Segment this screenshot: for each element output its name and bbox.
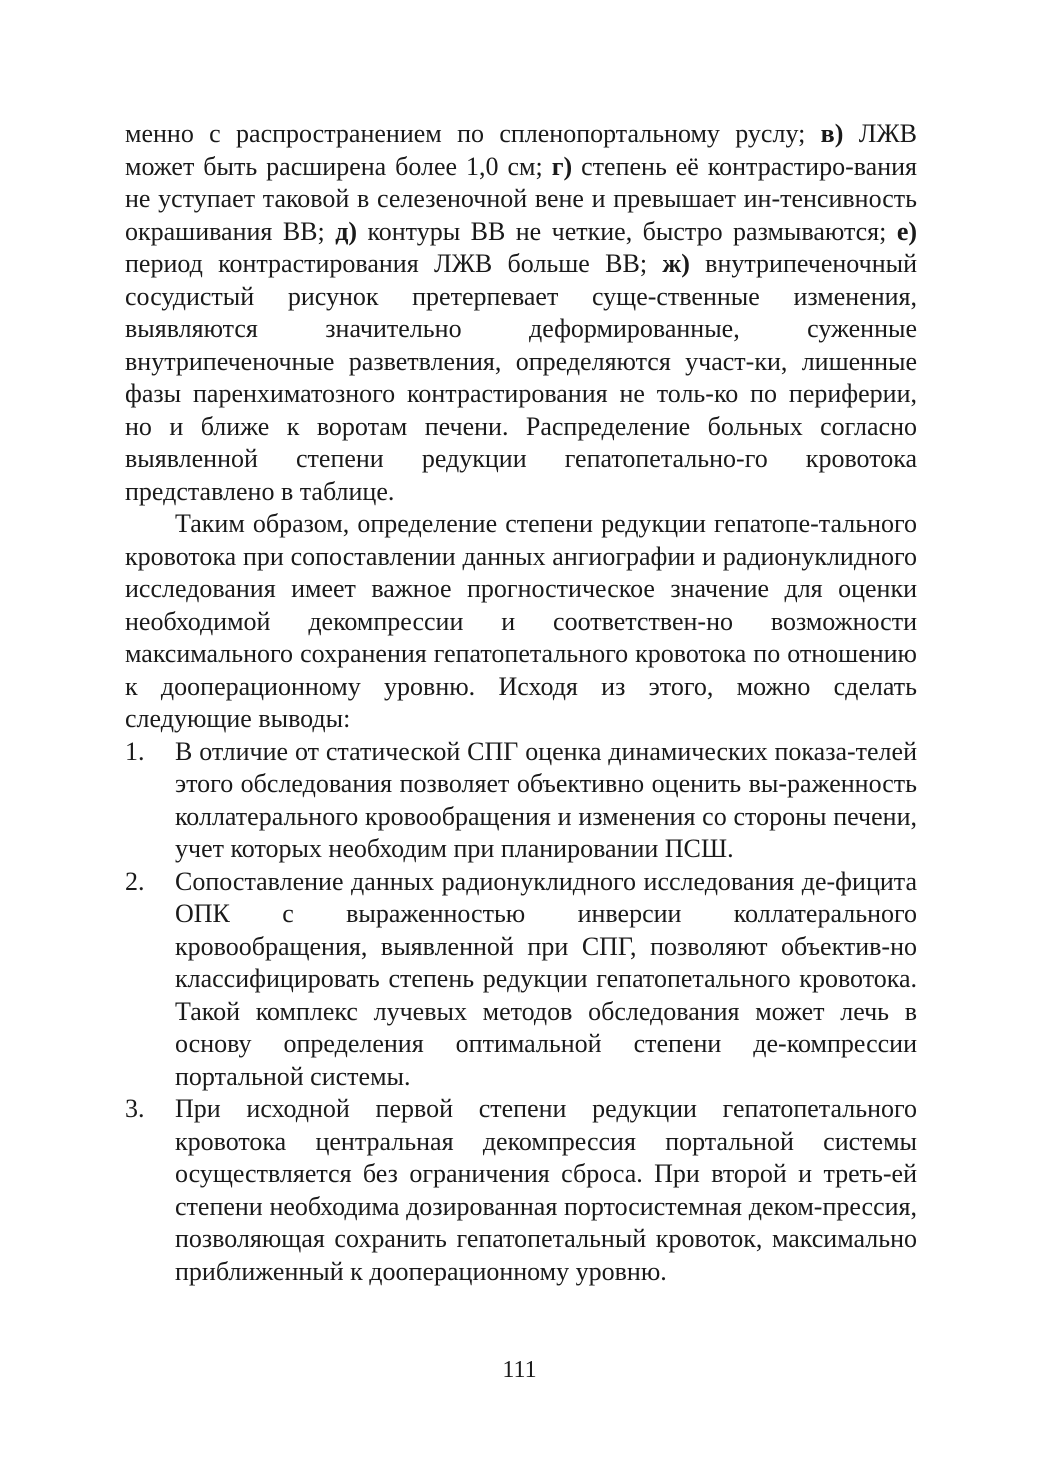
list-item <box>125 866 917 1094</box>
list-item <box>125 1093 917 1288</box>
text-run: контуры ВВ не четкие, быстро размываются; <box>357 216 897 246</box>
text-run: менно с распространением по спленопортальному руслу; <box>125 119 821 148</box>
text-run: степень её контрастиро-вания не уступает таковой в селезеночной вене и превышает ин-тенсивность окрашивания ВВ; <box>125 151 917 246</box>
text-run: внутрипеченочный сосудистый рисунок претерпевает суще-ственные изменения, выявляются значительно деформированные, суженные внутрипеченочные разветвления, определяются участ-ки, лишенные фазы паренхиматозного контрастирования не толь-ко по периферии, но и ближе к воротам печени. Распределение больных согласно выявленной степени редукции гепатопетально-го кровотока представлено в таблице. <box>125 249 918 506</box>
list-item-number: 3. <box>125 1094 145 1123</box>
page-number: 111 <box>502 1357 537 1383</box>
list-item-number: 2. <box>125 866 145 896</box>
text-run: период контрастирования ЛЖВ больше ВВ; <box>125 249 663 278</box>
list-item-text: При исходной первой степени редукции гепатопетального кровотока центральная декомпрессия портальной системы осуществляется без ограничения сброса. При второй и треть-ей степени необходима дозированная портосистемная деком-прессия, позволяющая сохранить гепатопетальный кровоток, максимально приближенный к дооперационному уровню. <box>175 1094 917 1286</box>
list-marker-zh: ж) <box>662 249 690 278</box>
list-item <box>125 736 917 866</box>
list-marker-d: д) <box>335 216 357 246</box>
text-run: ЛЖВ может быть расширена более 1,0 см; <box>125 119 917 181</box>
list-marker-v: в) <box>820 119 844 148</box>
list-marker-g: г) <box>551 151 573 181</box>
list-item-text: Сопоставление данных радионуклидного исследования де-фицита ОПК с выраженностью инверсии коллатерального кровообращения, выявленной при СПГ, позволяют объектив-но классифицировать степень редукции гепатопетального кровотока. Такой комплекс лучевых методов обследования может лечь в основу определения оптимальной степени де-компрессии портальной системы. <box>175 866 917 1091</box>
list-item-text: В отличие от статической СПГ оценка динамических показа-телей этого обследования позволяет объективно оценить вы-раженность коллатерального кровообращения и изменения со стороны печени, учет которых необходим при планировании ПСШ. <box>175 736 917 863</box>
conclusions-list <box>125 736 917 1289</box>
list-item-number: 1. <box>125 736 145 766</box>
page-text <box>125 118 917 1288</box>
list-marker-e: е) <box>896 216 918 246</box>
paragraph-conclusion-intro: Таким образом, определение степени редукции гепатопе-тального кровотока при сопоставлении данных ангиографии и радионуклидного исследования имеет важное прогностическое значение для оценки необходимой декомпрессии и соответствен-но возможности максимального сохранения гепатопетального кровотока по отношению к дооперационному уровню. Исходя из этого, можно сделать следующие выводы: <box>125 509 917 733</box>
paragraph-continuation <box>125 118 917 508</box>
